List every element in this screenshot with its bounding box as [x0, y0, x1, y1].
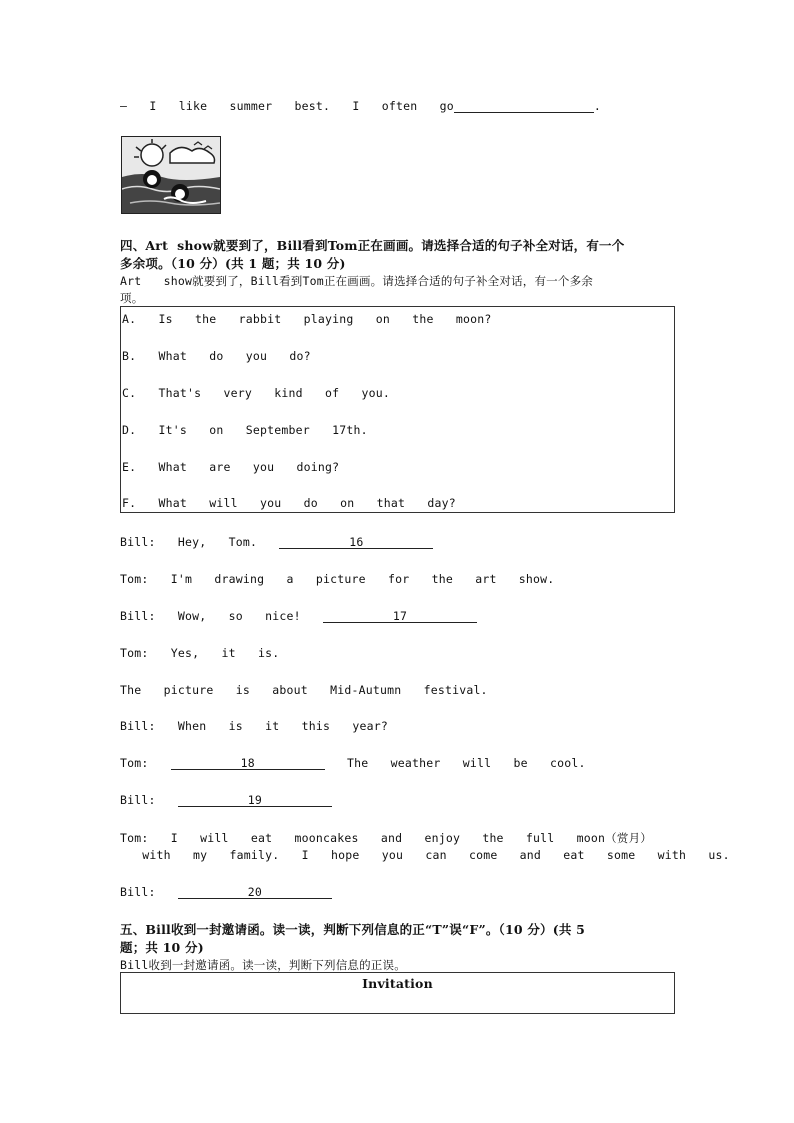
dialogue-line-11 [120, 885, 332, 899]
q15-dash: — [120, 99, 128, 113]
section4-heading-line2: 多余项。（10 分）(共 1 题；共 10 分) [120, 256, 346, 271]
q15-line [120, 99, 601, 113]
blank-20[interactable]: 20 [178, 886, 332, 899]
dialogue-line-7 [120, 756, 586, 770]
blank-16[interactable]: 16 [279, 536, 433, 549]
dialogue-text: Bill: Hey, Tom. [120, 535, 258, 549]
dialogue-text: Tom: [120, 756, 149, 770]
dialogue-text: The weather will be cool. [347, 756, 586, 770]
section5-heading-line2: 题；共 10 分) [120, 940, 204, 955]
option-c: C. That's very kind of you. [122, 386, 390, 400]
dialogue-line-10: with my family. I hope you can come and eat some with us. [120, 848, 730, 862]
dialogue-line-4: Tom: Yes, it is. [120, 646, 280, 660]
option-b: B. What do you do? [122, 349, 311, 363]
dialogue-text: Bill: [120, 885, 156, 899]
dialogue-line-1 [120, 535, 433, 549]
dialogue-text: Bill: [120, 793, 156, 807]
options-box [120, 306, 675, 513]
section4-intro-line1: Art show就要到了，Bill看到Tom正在画画。请选择合适的句子补全对话，有一个多余 [120, 274, 593, 288]
dialogue-line-3 [120, 609, 477, 623]
dialogue-line-8 [120, 793, 332, 807]
section5-intro: Bill收到一封邀请函。读一读，判断下列信息的正误。 [120, 958, 406, 972]
dialogue-line-5: The picture is about Mid-Autumn festival. [120, 683, 488, 697]
q15-answer-blank[interactable] [454, 100, 594, 113]
summer-beach-picture [121, 136, 221, 214]
dialogue-line-2: Tom: I'm drawing a picture for the art show. [120, 572, 555, 586]
dialogue-line-9: Tom: I will eat mooncakes and enjoy the full moon（赏月） [120, 831, 652, 845]
q15-period: . [593, 99, 601, 113]
blank-19[interactable]: 19 [178, 794, 332, 807]
section5-heading-line1: 五、Bill收到一封邀请函。读一读，判断下列信息的正“T”误“F”。（10 分）(共 5 [120, 922, 586, 937]
dialogue-text: Bill: Wow, so nice! [120, 609, 301, 623]
option-d: D. It's on September 17th. [122, 423, 368, 437]
section4-heading-line1: 四、Art show就要到了，Bill看到Tom正在画画。请选择合适的句子补全对话，有一个 [120, 238, 625, 253]
invitation-title: Invitation [362, 976, 433, 991]
dialogue-line-6: Bill: When is it this year? [120, 719, 388, 733]
summer-beach-illustration [122, 137, 220, 213]
blank-18[interactable]: 18 [171, 757, 325, 770]
option-f: F. What will you do on that day? [122, 496, 456, 510]
option-a: A. Is the rabbit playing on the moon? [122, 312, 492, 326]
blank-17[interactable]: 17 [323, 610, 477, 623]
section4-intro-line2: 项。 [120, 291, 144, 305]
option-e: E. What are you doing? [122, 460, 340, 474]
q15-text: I like summer best. I often go [149, 99, 454, 113]
